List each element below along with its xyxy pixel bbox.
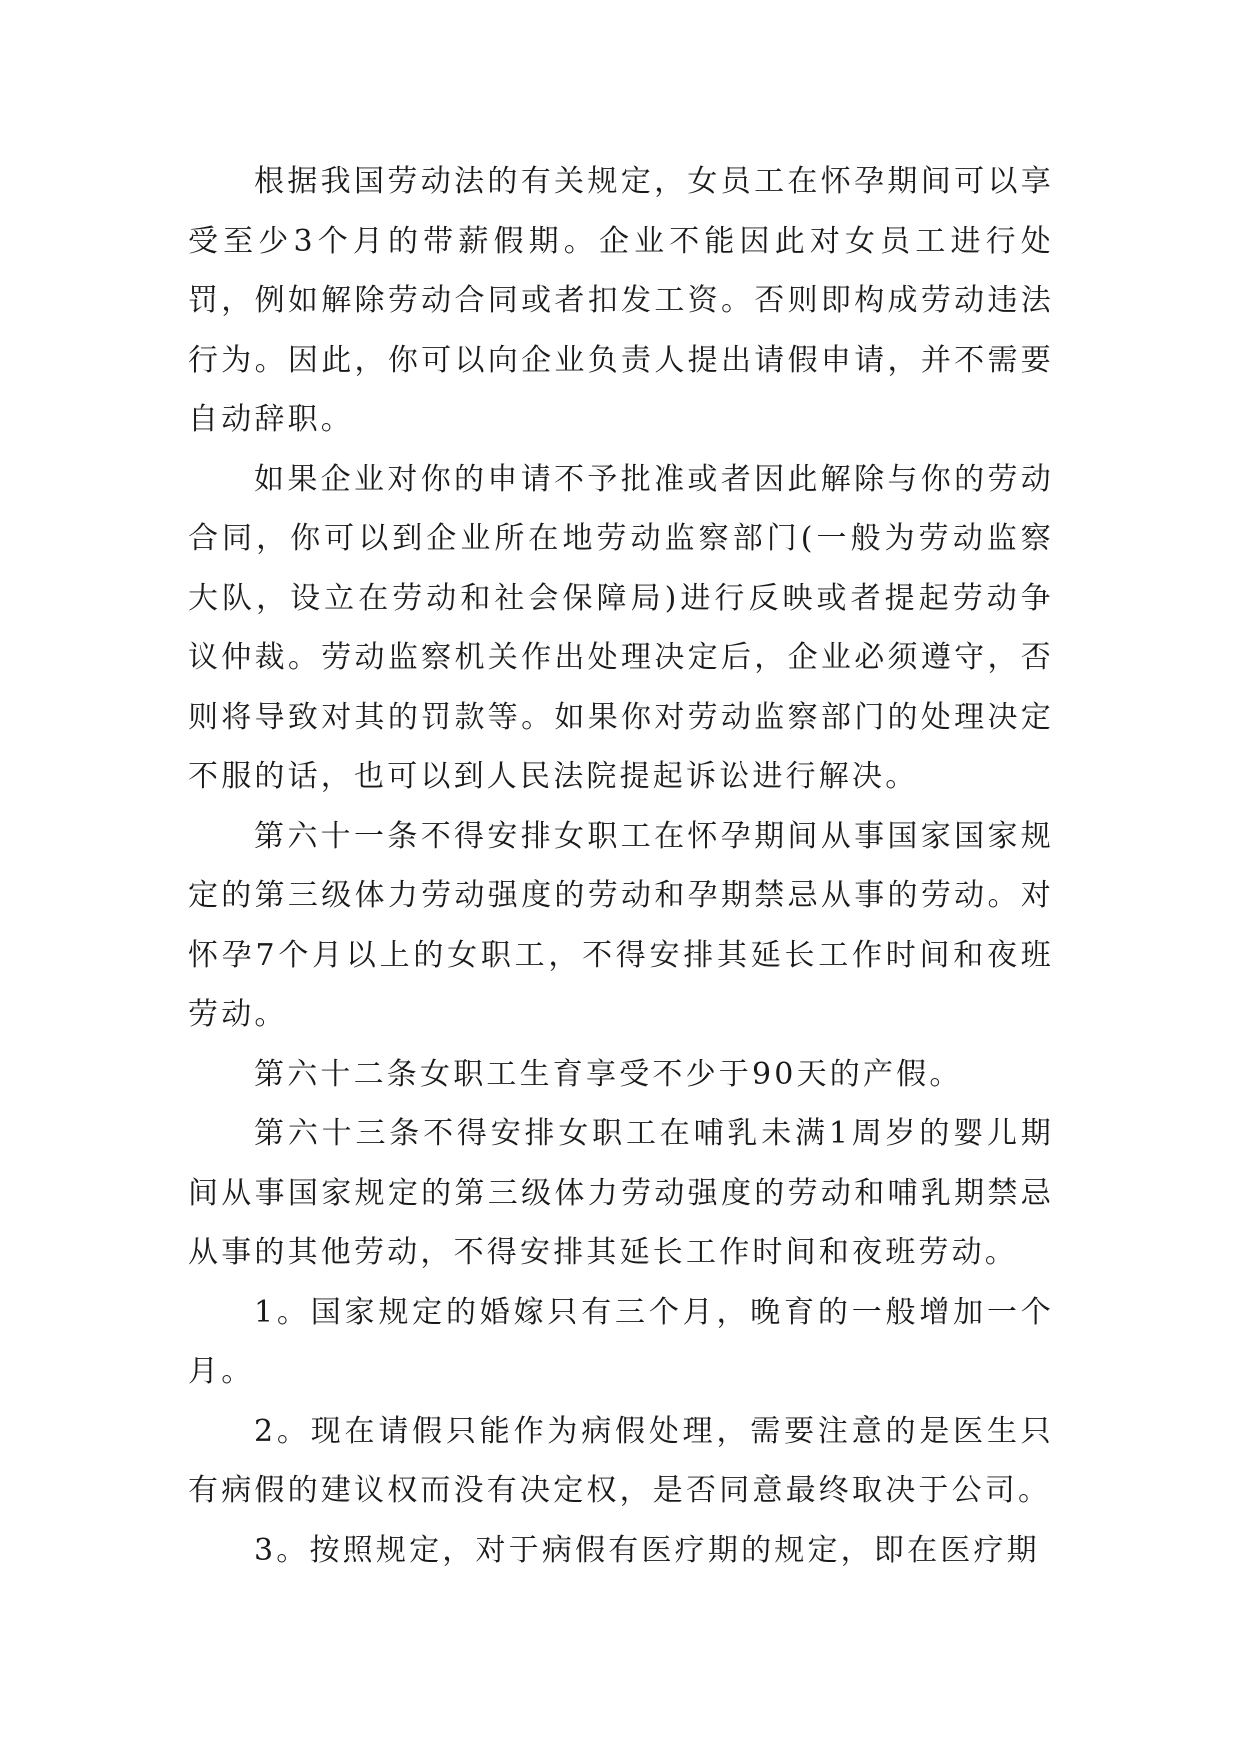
paragraph-article-63: 第六十三条不得安排女职工在哺乳未满1周岁的婴儿期间从事国家规定的第三级体力劳动强度的劳动和哺乳期禁忌从事的其他劳动，不得安排其延长工作时间和夜班劳动。 xyxy=(188,1116,1054,1270)
document-body xyxy=(188,152,1054,1580)
paragraph-item-1: 1。国家规定的婚嫁只有三个月，晚育的一般增加一个月。 xyxy=(188,1294,1054,1389)
paragraph-item-2: 2。现在请假只能作为病假处理，需要注意的是医生只有病假的建议权而没有决定权，是否同意最终取决于公司。 xyxy=(188,1413,1054,1508)
paragraph-labor-supervision: 如果企业对你的申请不予批准或者因此解除与你的劳动合同，你可以到企业所在地劳动监察部门(一般为劳动监察大队，设立在劳动和社会保障局)进行反映或者提起劳动争议仲裁。劳动监察机关作出处理决定后，企业必须遵守，否则将导致对其的罚款等。如果你对劳动监察部门的处理决定不服的话，也可以到人民法院提起诉讼进行解决。 xyxy=(188,461,1054,794)
paragraph-article-61: 第六十一条不得安排女职工在怀孕期间从事国家国家规定的第三级体力劳动强度的劳动和孕期禁忌从事的劳动。对怀孕7个月以上的女职工，不得安排其延长工作时间和夜班劳动。 xyxy=(188,818,1054,1032)
paragraph-article-62: 第六十二条女职工生育享受不少于90天的产假。 xyxy=(254,1056,963,1092)
paragraph-labor-law-pregnancy: 根据我国劳动法的有关规定，女员工在怀孕期间可以享受至少3个月的带薪假期。企业不能因此对女员工进行处罚，例如解除劳动合同或者扣发工资。否则即构成劳动违法行为。因此，你可以向企业负责人提出请假申请，并不需要自动辞职。 xyxy=(188,164,1054,437)
paragraph-item-3: 3。按照规定，对于病假有医疗期的规定，即在医疗期 xyxy=(254,1532,1040,1568)
